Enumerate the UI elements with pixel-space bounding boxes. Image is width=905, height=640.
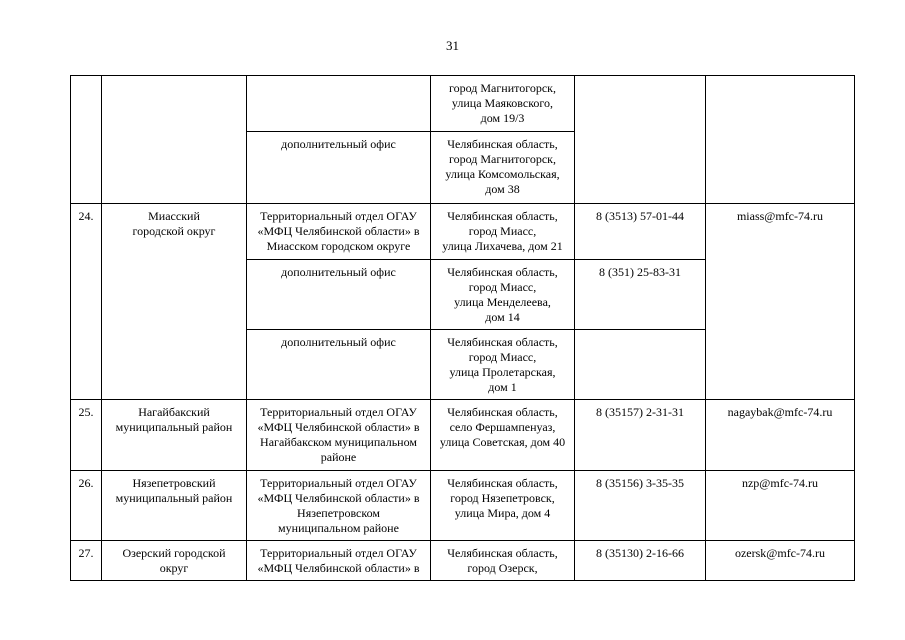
phone-cell: 8 (35130) 2-16-66 (575, 541, 706, 581)
address-cell: Челябинская область, город Миасс, улица Лихачева, дом 21 (431, 204, 575, 260)
office-type-cell: дополнительный офис (247, 330, 431, 400)
office-type-cell: дополнительный офис (247, 132, 431, 204)
municipality-cell: Озерский городской округ (102, 541, 247, 581)
page-number: 31 (446, 38, 459, 53)
phone-cell: 8 (35157) 2-31-31 (575, 400, 706, 471)
address-cell: Челябинская область, город Миасс, улица Менделеева, дом 14 (431, 260, 575, 330)
address-cell: Челябинская область, город Миасс, улица Пролетарская, дом 1 (431, 330, 575, 400)
email-cell: nagaybak@mfc-74.ru (706, 400, 855, 471)
phone-cell: 8 (3513) 57-01-44 (575, 204, 706, 260)
table-row (71, 204, 855, 260)
table-row (71, 76, 855, 132)
num-cell-continued (71, 76, 102, 204)
table-row (71, 400, 855, 471)
email-cell: miass@mfc-74.ru (706, 204, 855, 400)
address-cell: Челябинская область, село Фершампенуаз, улица Советская, дом 40 (431, 400, 575, 471)
municipality-cell: Нагайбакский муниципальный район (102, 400, 247, 471)
address-cell: Челябинская область, город Магнитогорск, улица Комсомольская, дом 38 (431, 132, 575, 204)
office-cell: Территориальный отдел ОГАУ «МФЦ Челябинской области» в Нязепетровском муниципальном районе (247, 471, 431, 541)
phone-cell-continued (575, 76, 706, 204)
municipality-cell-continued (102, 76, 247, 204)
email-cell: ozersk@mfc-74.ru (706, 541, 855, 581)
row-number: 24. (71, 204, 102, 400)
email-cell-continued (706, 76, 855, 204)
office-cell: Территориальный отдел ОГАУ «МФЦ Челябинской области» в Нагайбакском муниципальном районе (247, 400, 431, 471)
phone-cell (575, 330, 706, 400)
row-number: 27. (71, 541, 102, 581)
table-row (71, 471, 855, 541)
phone-cell: 8 (35156) 3-35-35 (575, 471, 706, 541)
office-cell-continued (247, 76, 431, 132)
municipality-cell: Миасский городской округ (102, 204, 247, 400)
address-cell: Челябинская область, город Нязепетровск, улица Мира, дом 4 (431, 471, 575, 541)
mfc-offices-table (70, 75, 855, 581)
address-cell: город Магнитогорск, улица Маяковского, дом 19/3 (431, 76, 575, 132)
email-cell: nzp@mfc-74.ru (706, 471, 855, 541)
municipality-cell: Нязепетровский муниципальный район (102, 471, 247, 541)
address-cell: Челябинская область, город Озерск, (431, 541, 575, 581)
office-cell: Территориальный отдел ОГАУ «МФЦ Челябинской области» в Миасском городском округе (247, 204, 431, 260)
phone-cell: 8 (351) 25-83-31 (575, 260, 706, 330)
office-cell: Территориальный отдел ОГАУ «МФЦ Челябинской области» в (247, 541, 431, 581)
table-row (71, 541, 855, 581)
row-number: 25. (71, 400, 102, 471)
row-number: 26. (71, 471, 102, 541)
office-type-cell: дополнительный офис (247, 260, 431, 330)
